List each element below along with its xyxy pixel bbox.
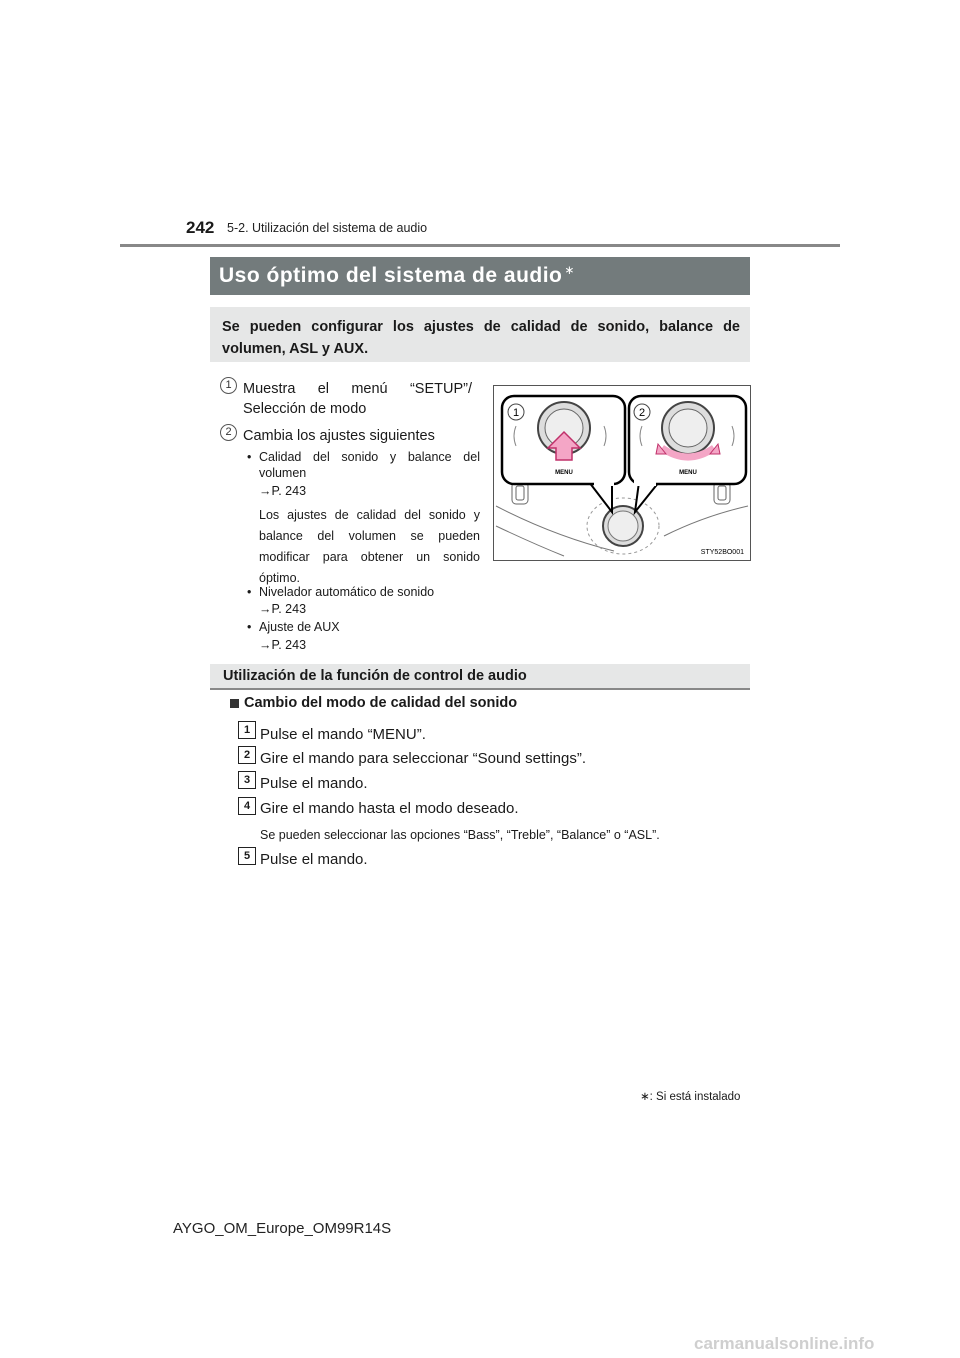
subsection-title: Utilización de la función de control de audio bbox=[223, 668, 527, 684]
document-code: AYGO_OM_Europe_OM99R14S bbox=[173, 1220, 392, 1237]
step-number-5: 5 bbox=[238, 847, 256, 865]
item-2-text: Cambia los ajustes siguientes bbox=[243, 428, 435, 444]
figure-callout-2: 2 bbox=[638, 407, 646, 419]
item-number-2: 2 bbox=[220, 424, 237, 441]
bullet-2-text: Nivelador automático de sonido bbox=[259, 585, 435, 599]
installed-footnote bbox=[640, 1089, 740, 1103]
step-number-4: 4 bbox=[238, 797, 256, 815]
intro-text: Se pueden configurar los ajustes de calidad de sonido, balance de volumen, ASL y AUX. bbox=[222, 319, 740, 357]
step-1-text: Pulse el mando “MENU”. bbox=[260, 726, 426, 743]
bullet-1-glyph: • bbox=[247, 450, 252, 464]
step-number-1: 1 bbox=[238, 721, 256, 739]
section-breadcrumb: 5-2. Utilización del sistema de audio bbox=[227, 221, 428, 235]
step-number-2: 2 bbox=[238, 746, 256, 764]
menu-label-right: MENU bbox=[679, 470, 697, 476]
page-number: 242 bbox=[186, 218, 215, 237]
footnote-asterisk-icon: ∗ bbox=[640, 1091, 650, 1103]
subsection-underline bbox=[210, 688, 750, 690]
step-number-3: 3 bbox=[238, 771, 256, 789]
page-title-text: Uso óptimo del sistema de audio bbox=[219, 264, 563, 287]
bullet-1-page-ref: →P. 243 bbox=[259, 484, 307, 498]
audio-knob-drawing bbox=[494, 386, 750, 560]
step-4-text: Gire el mando hasta el modo deseado. bbox=[260, 800, 519, 817]
bullet-2-glyph: • bbox=[247, 585, 252, 599]
installed-asterisk-icon: ∗ bbox=[564, 263, 575, 277]
menu-label-left: MENU bbox=[555, 470, 573, 476]
bullet-1-description: Los ajustes de calidad del sonido y balance del volumen se pueden modificar para obtener un sonido óptimo. bbox=[259, 508, 480, 585]
bullet-1-line2: volumen bbox=[259, 466, 307, 480]
bullet-3-page-ref: →P. 243 bbox=[259, 638, 307, 652]
audio-knob-illustration bbox=[493, 385, 751, 561]
bullet-1-line1: Calidad del sonido y balance del bbox=[259, 450, 480, 464]
header-divider bbox=[120, 244, 840, 247]
step-4-note: Se pueden seleccionar las opciones “Bass”, “Treble”, “Balance” o “ASL”. bbox=[260, 828, 660, 842]
figure-code: STY52BO001 bbox=[700, 549, 744, 556]
step-5-text: Pulse el mando. bbox=[260, 851, 368, 868]
bullet-3-text: Ajuste de AUX bbox=[259, 620, 340, 634]
bullet-2-page-ref: →P. 243 bbox=[259, 602, 307, 616]
figure-callout-1: 1 bbox=[512, 407, 520, 419]
item-1-text-line1: Muestra el menú “SETUP”/ bbox=[243, 381, 472, 397]
step-2-text: Gire el mando para seleccionar “Sound settings”. bbox=[260, 750, 587, 767]
watermark: carmanualsonline.info bbox=[694, 1334, 875, 1353]
item-number-1: 1 bbox=[220, 377, 237, 394]
footnote-text: : Si está instalado bbox=[649, 1091, 741, 1103]
step-3-text: Pulse el mando. bbox=[260, 775, 368, 792]
procedure-heading: Cambio del modo de calidad del sonido bbox=[244, 695, 518, 711]
page-title bbox=[219, 263, 575, 288]
item-1-text-line2: Selección de modo bbox=[243, 401, 367, 417]
bullet-3-glyph: • bbox=[247, 620, 252, 634]
square-bullet-icon bbox=[230, 699, 239, 708]
